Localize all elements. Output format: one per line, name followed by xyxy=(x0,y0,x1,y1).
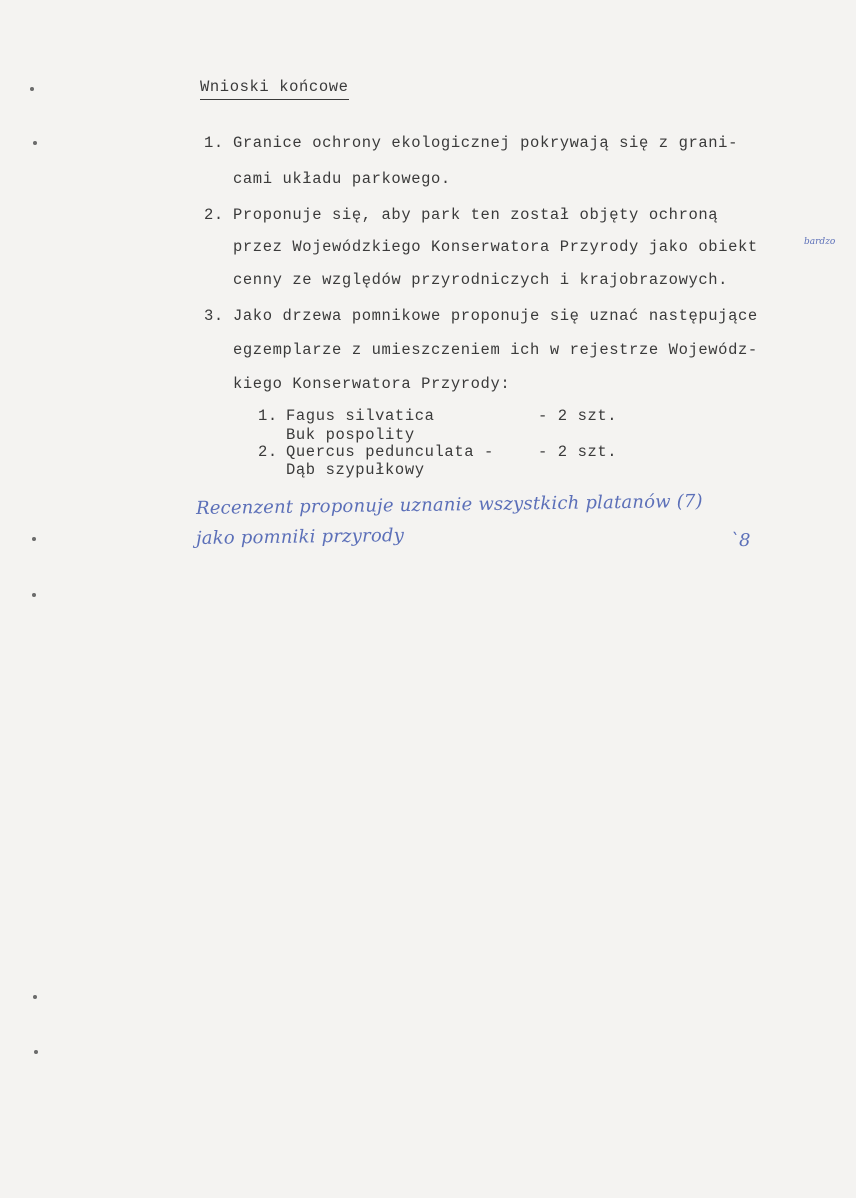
item-line: cenny ze względów przyrodniczych i krajobrazowych. xyxy=(233,271,729,289)
subitem-number: 1. xyxy=(258,407,278,425)
item-line: cami układu parkowego. xyxy=(233,170,451,188)
subitem-count: - 2 szt. xyxy=(538,443,618,461)
subitem-polish-name: Buk pospolity xyxy=(286,426,415,444)
margin-dot xyxy=(30,87,34,91)
subitem-latin-name: Quercus pedunculata - xyxy=(286,443,494,461)
subitem-polish-name: Dąb szypułkowy xyxy=(286,461,425,479)
margin-dot xyxy=(33,141,37,145)
item-line: Jako drzewa pomnikowe proponuje się uznać następujące xyxy=(233,307,758,325)
subitem-latin-name: Fagus silvatica xyxy=(286,407,435,425)
item-line: egzemplarze z umieszczeniem ich w rejestrze Wojewódz- xyxy=(233,341,758,359)
page-heading: Wnioski końcowe xyxy=(200,80,349,100)
margin-dot xyxy=(32,593,36,597)
item-number: 1. xyxy=(204,134,224,152)
subitem-number: 2. xyxy=(258,443,278,461)
handwritten-reviewer-note: Recenzent proponuje uznanie wszystkich platanów (7) xyxy=(195,490,703,519)
item-line: kiego Konserwatora Przyrody: xyxy=(233,375,511,393)
margin-dot xyxy=(34,1050,38,1054)
margin-dot xyxy=(33,995,37,999)
item-number: 3. xyxy=(204,307,224,325)
item-number: 2. xyxy=(204,206,224,224)
handwritten-reviewer-note: jako pomniki przyrody xyxy=(195,525,405,549)
handwritten-mark: `8 xyxy=(730,530,751,551)
handwritten-margin-note: bardzo xyxy=(804,237,836,247)
item-line: przez Wojewódzkiego Konserwatora Przyrody jako obiekt xyxy=(233,238,758,256)
subitem-count: - 2 szt. xyxy=(538,407,618,425)
item-line: Proponuje się, aby park ten został objęty ochroną xyxy=(233,206,719,224)
margin-dot xyxy=(32,537,36,541)
item-line: Granice ochrony ekologicznej pokrywają się z grani- xyxy=(233,134,738,152)
